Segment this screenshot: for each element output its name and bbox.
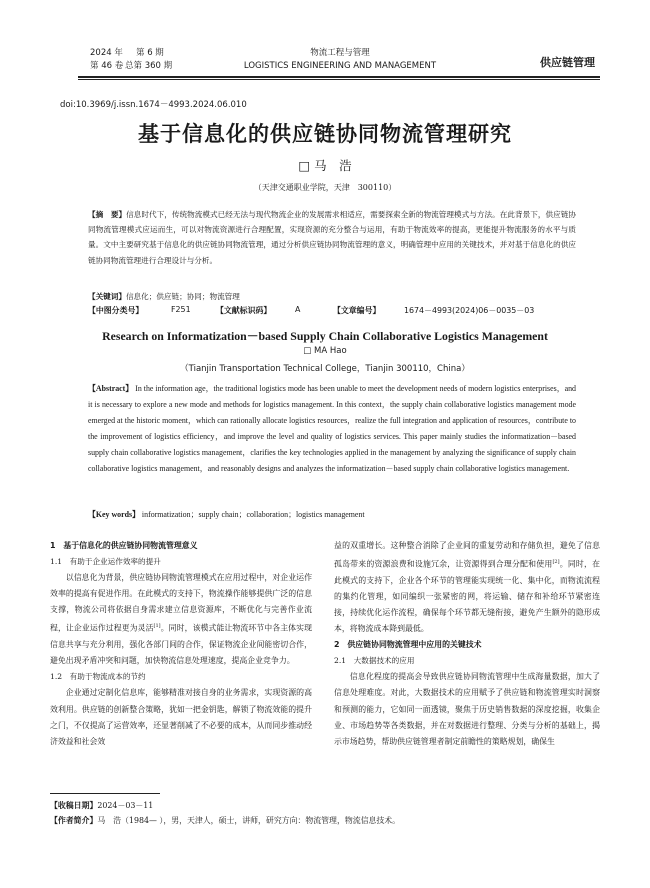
header-year: 2024 年 — [90, 48, 123, 58]
paragraph-1-text: 以信息化为背景，供应链协同物流管理模式在应用过程中，对企业运作效率的提高有促进作用。在此模式的支持下，物流操作能够提供广泛的信息支撑，物流公司将依据自身需求建立信息资源库，不断优化与完善作业流程，让企业运作过程更为灵活 — [50, 573, 312, 634]
article-no-value: 1674－4993(2024)06－0035－03 — [404, 306, 535, 315]
paragraph-1-text-cont: 。同时，该模式能让物流环节中各主体实现信息共享与充分利用，强化各部门间的合作，保证物流企业间能密切合作，避免出现矛盾冲突和问题，加快物流信息处理速度，提高企业竞争力。 — [50, 624, 312, 666]
section-1-2-heading: 1.2 有助于物流成本的节约 — [50, 672, 146, 682]
header-rule-top — [78, 76, 600, 78]
header-journal-cn: 物流工程与管理 — [310, 48, 370, 58]
abstract-cn — [88, 207, 576, 268]
author-cn: □ 马 浩 — [298, 158, 352, 173]
clc-value: F251 — [171, 305, 191, 314]
section-1-heading: 1 基于信息化的供应链协同物流管理意义 — [50, 541, 198, 550]
author-bio-value: 马 浩（1984— ），男，天津人，硕士，讲师，研究方向：物流管理，物流信息技术。 — [97, 816, 401, 825]
doi: doi:10.3969/j.issn.1674－4993.2024.06.010 — [60, 100, 247, 110]
header-volume: 第 46 卷 — [90, 61, 124, 71]
keywords-cn-label: 【关键词】 — [88, 292, 126, 301]
clc-label: 【中图分类号】 — [88, 306, 144, 315]
abstract-cn-text: 信息时代下，传统物流模式已经无法与现代物流企业的发展需求相适应，需要探索全新的物流管理模式与方法。在此背景下，供应链协同物流管理模式应运而生，可以对物流资源进行合理配置，实现资源的充分整合与运用，有助于物流效率的提高，更能提升物流服务的水平与质量。文中主要研究基于信息化的供应链协同物流管理，通过分析供应链协同物流管理的意义，明确管理中应用的关键技术，并对基于信息化的供应链协同物流管理进行合理设计与分析。 — [88, 210, 577, 265]
abstract-en-text: In the information age，the traditional logistics mode has been unable to meet the development needs of modern logistics enterprises，and it is necessary to explore a new mode and methods for logistics management. In this context，the supply chain collaborative logistics management mode emerged at the historic moment，which can rationally allocate logistics resources，realize the full integration and application of resources，contribute to the improvement of logistics efficiency，and improve the level and quality of logistics services. This paper mainly studies the informatization－based supply chain collaborative logistics management，clarifies the key technologies applied in the management by analyzing the significance of supply chain collaborative logistics management，and reasonably designs and analyzes the informatization－based supply chain collaborative logistics management. — [88, 384, 576, 473]
classification-row — [88, 305, 576, 321]
header-total-issue: 总第 360 期 — [125, 61, 173, 71]
paragraph-2: 企业通过定制化信息库，能够精准对接自身的业务需求，实现资源的高效利用。供应链的创新整合策略，犹如一把金钥匙，解锁了物流效能的提升之门，不仅提高了运营效率，还显著削减了不必要的成本，从而同步推动经济效益和社会效 — [50, 688, 312, 746]
author-en: □ MA Hao — [303, 346, 347, 356]
keywords-en — [88, 507, 576, 523]
abstract-cn-label: 【摘 要】 — [88, 210, 127, 219]
author-bio-label: 【作者简介】 — [50, 816, 98, 825]
received-value: 2024－03－11 — [97, 801, 154, 810]
header-rule-bottom — [78, 79, 600, 80]
footnote — [50, 798, 600, 828]
keywords-cn — [88, 289, 576, 304]
affiliation-cn: （天津交通职业学院，天津 300110） — [253, 183, 397, 192]
header-issue: 第 6 期 — [136, 48, 164, 58]
title-en: Research on Informatization－based Supply Chain Collaborative Logistics Management — [102, 329, 548, 343]
section-1-1-heading: 1.1 有助于企业运作效率的提升 — [50, 557, 161, 567]
paragraph-3-text-cont: 。同时，在此模式的支持下，企业各个环节的管理能实现统一化、集中化，而物流流程的集约化管理，如同编织一张紧密的网，将运输、储存和补给环节紧密连接，持续优化运作流程，确保每个环节都无缝衔接，避免产生额外的隐形成本，将物流成本降到最低。 — [334, 559, 600, 634]
keywords-en-text: informatization；supply chain；collaboration；logistics management — [139, 510, 365, 519]
paragraph-3 — [334, 538, 600, 637]
doc-code-label: 【文献标识码】 — [216, 306, 272, 315]
section-2-1-heading: 2.1 大数据技术的应用 — [334, 656, 415, 666]
author-bio — [50, 813, 600, 828]
abstract-en-label: 【Abstract】 — [88, 384, 134, 393]
footnote-rule — [50, 793, 160, 794]
keywords-cn-text: 信息化；供应链；协同；物流管理 — [125, 292, 240, 301]
article-no-label: 【文章编号】 — [333, 306, 381, 315]
body-left-column — [50, 538, 312, 750]
affiliation-en: （Tianjin Transportation Technical College，Tianjin 300110，China） — [180, 364, 470, 374]
header-section: 供应链管理 — [540, 56, 595, 69]
received-label: 【收稿日期】 — [50, 801, 98, 810]
doc-code-value: A — [295, 305, 301, 314]
abstract-en — [88, 381, 576, 476]
body-right-column — [334, 538, 600, 750]
section-2-heading: 2 供应链协同物流管理中应用的关键技术 — [334, 640, 482, 650]
header-journal-en: LOGISTICS ENGINEERING AND MANAGEMENT — [243, 61, 437, 71]
paragraph-4: 信息化程度的提高会导致供应链协同物流管理中生成海量数据，加大了信息处理难度。对此，大数据技术的应用赋予了供应链和物流管理实时洞察和预测的能力，它如同一面透镜，聚焦于历史销售数据的深度挖掘，收集企业、市场趋势等各类数据，并在对数据进行整理、分类与分析的基础上，揭示市场趋势，帮助供应链管理者制定前瞻性的策略规划，确保生 — [334, 672, 600, 746]
paragraph-1 — [50, 570, 312, 669]
title-cn: 基于信息化的供应链协同物流管理研究 — [138, 121, 512, 146]
citation-2: [2] — [552, 559, 560, 566]
keywords-en-label: 【Key words】 — [88, 510, 140, 519]
paragraph-3-text: 益的双重增长。这种整合消除了企业间的重复劳动和存储负担，避免了信息孤岛带来的资源浪费和设施冗余，让资源得到合理分配和使用 — [334, 541, 600, 569]
citation-1: [1] — [153, 623, 161, 630]
received-date — [50, 798, 600, 813]
